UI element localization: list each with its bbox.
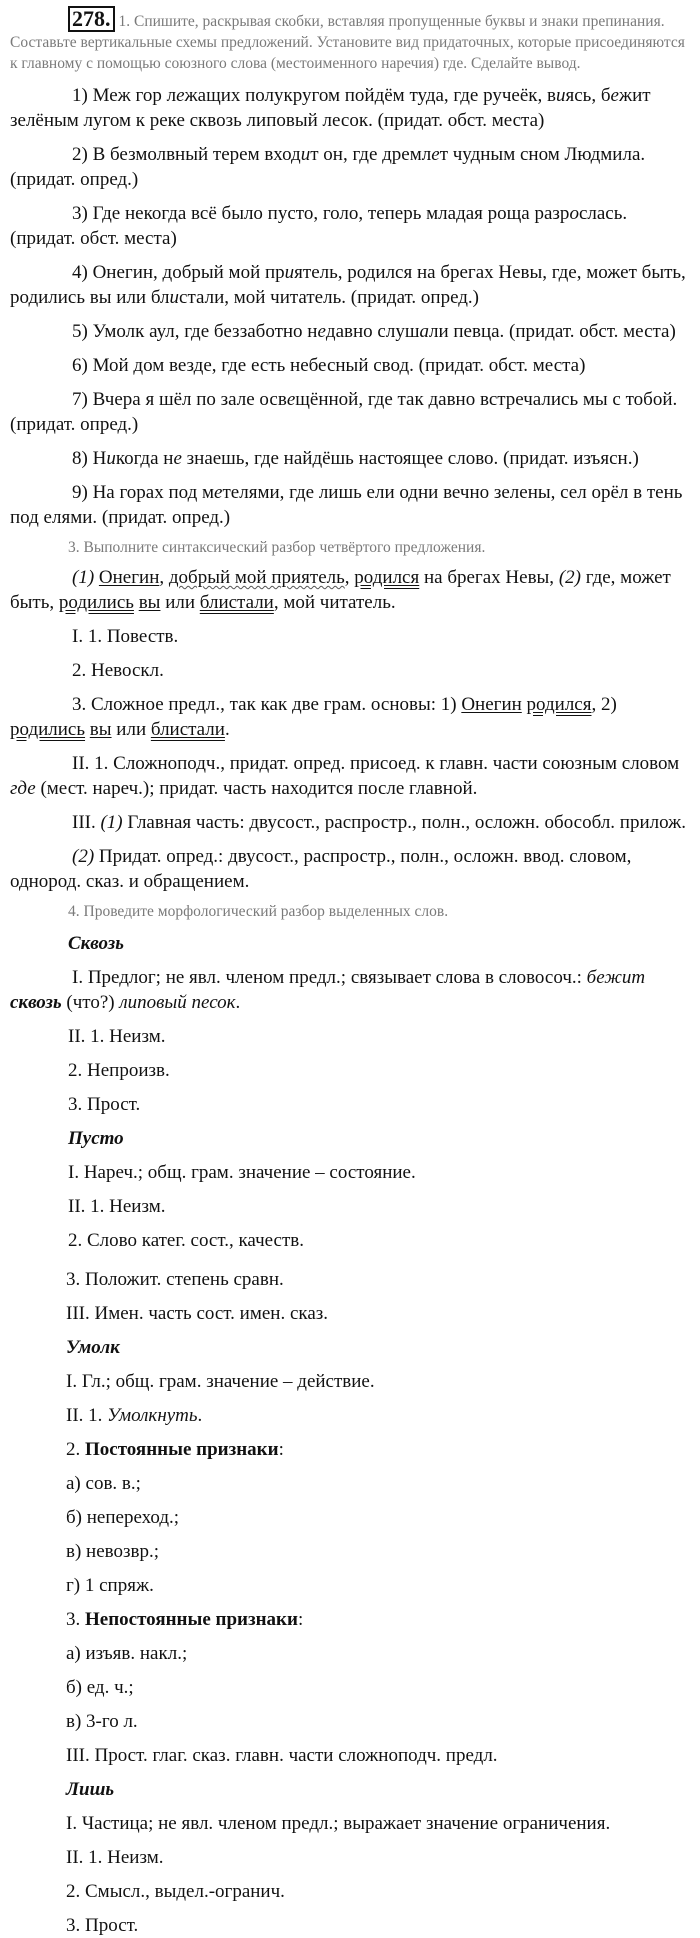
word-title-pusto: Пусто [68,1128,124,1149]
text-fragment: II. 1. Сложноподч., придат. опред. присоед. к главн. части союзным словом [72,753,680,774]
umolk-line-10: б) ед. ч.; [66,1677,134,1698]
text-fragment: . [197,1405,203,1426]
pusto-line-1: I. Нареч.; общ. грам. значение – состояние. [68,1162,416,1183]
umolk-line-5: б) непереход.; [66,1507,180,1528]
text-fragment: или [111,719,151,740]
text-fragment: родился [526,694,592,715]
text-fragment: Непостоянные признаки [85,1609,298,1630]
umolk-line-6: в) невозвр.; [66,1541,159,1562]
predicate-2: родились [58,592,134,613]
sentence-6 [10,353,692,378]
skvoz-line-4: 3. Прост. [68,1094,141,1115]
task-3-instruction: 3. Выполните синтаксический разбор четвёртого предложения. [68,539,486,556]
predicate-3: блистали [199,592,274,613]
text-fragment: родились [10,719,86,740]
text-fragment: : [297,1609,304,1630]
text-fragment: и [284,262,295,283]
text-fragment: 3. [66,1609,85,1630]
umolk-line-7: г) 1 спряж. [66,1575,154,1596]
text-fragment: стали, мой читатель. (придат. опред.) [179,287,479,308]
word-title-skvoz: Сквозь [68,933,124,954]
text-fragment: е [173,448,182,469]
umolk-line-12: III. Прост. глаг. сказ. главн. части сложноподч. предл. [66,1745,498,1766]
text-fragment: 2) В безмолвный терем вход [72,144,301,165]
text-fragment: (2) [558,567,581,588]
text-fragment: давно слуш [325,321,420,342]
task-1-text: 1. Спишите, раскрывая скобки, вставляя пропущенные буквы и знаки препинания. Составьте вертикальные схемы предложений. Установите вид придаточных, которые присоединяются к главному с помощью союзного слова (местоименного наречия) где. Сделайте вывод. [10,13,685,72]
text-fragment: 7) Вчера я шёл по зале осв [72,389,287,410]
predicate-1: родился [354,567,420,588]
text-fragment: II. 1. [66,1405,108,1426]
lish-line-3: 2. Смысл., выдел.-огранич. [66,1881,285,1902]
text-fragment: , 2) [591,694,617,715]
skvoz-line-3: 2. Непроизв. [68,1060,170,1081]
text-fragment: о [569,203,579,224]
text-fragment: и [169,287,180,308]
pusto-line-2: II. 1. Неизм. [68,1196,166,1217]
text-fragment: жит зелёным лугом к реке сквозь липовый лесок. (придат. обст. места) [10,85,651,131]
text-fragment: 2. [66,1439,85,1460]
text-fragment: 4) Онегин, добрый мой пр [72,262,285,283]
text-fragment: знаешь, где найдёшь настоящее слово. (придат. изъясн.) [181,448,639,469]
text-fragment: 8) Н [72,448,107,469]
text-fragment: : [278,1439,284,1460]
umolk-line-1: I. Гл.; общ. грам. значение – действие. [66,1371,375,1392]
text-fragment: липовый песок [119,992,236,1013]
text-fragment: и [106,448,116,469]
text-fragment: (мест. нареч.); придат. часть находится после главной. [35,778,478,799]
text-fragment: Онегин [461,694,522,715]
sentence-2 [10,142,692,192]
text-fragment: е [431,144,440,165]
subject-2: вы [138,592,161,613]
task-4-instruction: 4. Проведите морфологический разбор выделенных слов. [68,903,449,920]
text-fragment: 5) Умолк аул, где беззаботно н [72,321,318,342]
text-fragment: щённой, где так давно встречались мы с тобой. (придат. опред.) [10,389,678,435]
text-fragment: 9) На горах под м [72,482,215,503]
text-fragment: (2) [72,846,95,867]
text-fragment: 1) Меж гор л [72,85,177,106]
sentence-9 [10,480,692,530]
pusto-line-3: 2. Слово катег. сост., качеств. [68,1230,305,1251]
text-fragment: ли певца. (придат. обст. места) [428,321,676,342]
skvoz-line-1 [10,965,692,1015]
text-fragment: е [286,389,296,410]
word-title-umolk: Умолк [66,1337,120,1358]
text-fragment: III. [72,812,101,833]
text-fragment: слась. (придат. обст. места) [10,203,628,249]
text-fragment: 6) Мой дом везде, где есть небесный свод. (придат. обст. места) [72,355,586,376]
text-fragment: вы [89,719,112,740]
text-fragment: на брегах Невы, [419,567,559,588]
text-fragment: Постоянные признаки [85,1439,279,1460]
text-fragment: жащих полукругом пойдём туда, где ручеёк, в [184,85,556,106]
text-fragment: телями, где лишь ели одни вечно зелены, сел орёл в тень под елями. (придат. опред.) [10,482,683,528]
subject-1: Онегин [98,567,160,588]
text-fragment: бежит [586,967,646,988]
umolk-line-3 [10,1437,692,1462]
text-fragment: 3. Сложное предл., так как две грам. основы: 1) [72,694,462,715]
analysis-line-3 [10,692,692,742]
text-fragment: 3) Где некогда всё было пусто, голо, теперь младая роща разр [72,203,570,224]
text-fragment: Придат. опред.: двусост., распростр., полн., осложн. ввод. словом, однород. сказ. и обращением. [10,846,632,892]
skvoz-line-2: II. 1. Неизм. [68,1026,166,1047]
text-fragment: е [610,85,619,106]
pusto-line-4: 3. Положит. степень сравн. [66,1269,284,1290]
analysis-line-2: 2. Невоскл. [72,660,164,681]
text-fragment: ясь, б [565,85,611,106]
text-fragment: т он, где дремл [310,144,432,165]
text-fragment: (1) [72,567,95,588]
sentence-5 [10,319,692,344]
text-fragment: т чудным сном Людмила. (придат. опред.) [10,144,646,190]
text-fragment: , [159,567,169,588]
text-fragment: е [176,85,185,106]
text-fragment: сквозь [10,992,62,1013]
sentence-8 [10,446,692,471]
lish-line-2: II. 1. Неизм. [66,1847,164,1868]
text-fragment: е [317,321,326,342]
text-fragment: когда н [115,448,174,469]
text-fragment: . [235,992,241,1013]
text-fragment: где, может быть, [10,567,671,613]
text-fragment: , [344,567,355,588]
task-1-instruction [10,6,692,74]
analysis-line-6 [10,844,692,894]
lish-line-1: I. Частица; не явл. членом предл.; выражает значение ограничения. [66,1813,611,1834]
analysis-line-4 [10,751,692,801]
text-fragment: или [160,592,200,613]
text-fragment: и [556,85,566,106]
pusto-line-5: III. Имен. часть сост. имен. сказ. [66,1303,329,1324]
umolk-line-2 [10,1403,692,1428]
umolk-line-9: а) изъяв. накл.; [66,1643,188,1664]
sentence-3 [10,201,692,251]
exercise-number: 278. [68,6,115,32]
umolk-line-4: а) сов. в.; [66,1473,141,1494]
text-fragment: блистали [150,719,225,740]
analysis-line-5 [10,810,692,835]
sentence-4 [10,260,692,310]
text-fragment: а [419,321,429,342]
analysis-line-1: I. 1. Повеств. [72,626,179,647]
text-fragment: , мой читатель. [273,592,396,613]
word-title-lish: Лишь [66,1779,115,1800]
text-fragment: и [300,144,311,165]
text-fragment: Умолкнуть [107,1405,198,1426]
text-fragment: (1) [100,812,123,833]
text-fragment: I. Предлог; не явл. членом предл.; связывает слова в словосоч.: [72,967,587,988]
text-fragment: (что?) [61,992,120,1013]
parsed-sentence [10,565,692,615]
umolk-line-11: в) 3-го л. [66,1711,138,1732]
text-fragment: . [224,719,230,740]
apposition: добрый мой приятель [168,567,345,588]
text-fragment: где [10,778,36,799]
lish-line-4: 3. Прост. [66,1915,139,1936]
sentence-7 [10,387,692,437]
umolk-line-8 [10,1607,692,1632]
text-fragment: е [214,482,223,503]
text-fragment: Главная часть: двусост., распростр., полн., осложн. обособл. прилож. [122,812,687,833]
text-fragment: ятель, родился на брегах Невы, где, может быть, родились вы или бл [10,262,686,308]
sentence-1 [10,83,692,133]
